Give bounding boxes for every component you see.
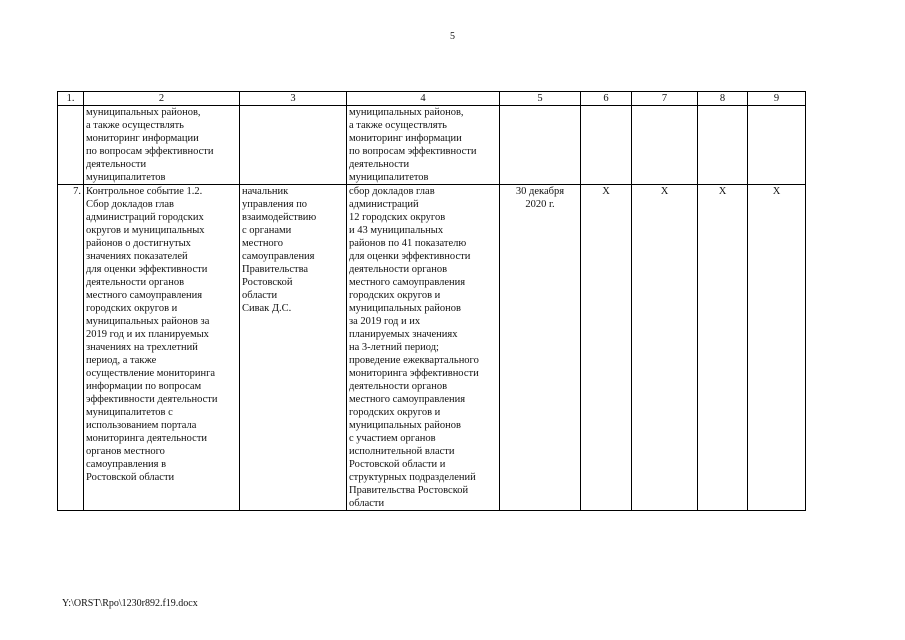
continuation-cell-6	[581, 106, 632, 185]
text-line: мониторинг информации	[86, 133, 199, 144]
deadline-cell	[500, 185, 581, 511]
text-line: для оценки эффективности	[86, 264, 208, 275]
text-line: для оценки эффективности	[349, 251, 471, 262]
text-line: взаимодействию	[242, 212, 317, 223]
text-line: и 43 муниципальных	[349, 225, 444, 236]
table-row-continuation	[58, 106, 806, 185]
text-line: эффективности деятельности	[86, 394, 218, 405]
text-line: по вопросам эффективности	[86, 146, 214, 157]
text-line: Ростовской области	[86, 472, 175, 483]
header-cell-9: 9	[748, 92, 806, 106]
header-cell-6: 6	[581, 92, 632, 106]
text-line: значениях на трехлетний	[86, 342, 198, 353]
event-description-cell	[84, 185, 240, 511]
text-line: Контрольное событие 1.2.	[86, 186, 203, 197]
text-line: муниципальных районов	[349, 303, 461, 314]
text-line: управления по	[242, 199, 308, 210]
text-line: начальник	[242, 186, 289, 197]
continuation-cell-8	[698, 106, 748, 185]
text-line: районов по 41 показателю	[349, 238, 467, 249]
text-line: Ростовской	[242, 277, 293, 288]
text-line: муниципалитетов	[349, 172, 429, 183]
quarter-cell-3: Х	[698, 185, 748, 511]
text-line: планируемых значениях	[349, 329, 458, 340]
header-cell-4: 4	[347, 92, 500, 106]
text-line: деятельности	[86, 159, 147, 170]
text-line: с органами	[242, 225, 292, 236]
text-line: сбор докладов глав	[349, 186, 435, 197]
text-line: на 3-летний период;	[349, 342, 439, 353]
text-line: муниципальных районов,	[86, 107, 201, 118]
continuation-cell-7	[632, 106, 698, 185]
page-number: 5	[450, 31, 455, 42]
text-line: деятельности органов	[349, 381, 448, 392]
text-line: а также осуществлять	[349, 120, 447, 131]
text-line: Правительства Ростовской	[349, 485, 469, 496]
expected-result-cell	[347, 185, 500, 511]
text-line: структурных подразделений	[349, 472, 476, 483]
continuation-result-cell	[347, 106, 500, 185]
row-number: 7.	[58, 185, 84, 511]
quarter-cell-2: Х	[632, 185, 698, 511]
text-line: Правительства	[242, 264, 309, 275]
text-line: муниципальных районов за	[86, 316, 210, 327]
text-line: области	[242, 290, 278, 301]
text-line: исполнительной власти	[349, 446, 455, 457]
text-line: Сивак Д.С.	[242, 303, 292, 314]
header-row	[58, 92, 806, 106]
text-line: мониторинга деятельности	[86, 433, 208, 444]
text-line: городских округов и	[349, 407, 441, 418]
text-line: городских округов и	[349, 290, 441, 301]
continuation-date-cell	[500, 106, 581, 185]
text-line: период, а также	[86, 355, 157, 366]
text-line: 12 городских округов	[349, 212, 446, 223]
continuation-cell-9	[748, 106, 806, 185]
table-row-7	[58, 185, 806, 511]
text-line: Ростовской области и	[349, 459, 446, 470]
plan-table	[57, 91, 806, 511]
text-line: местного самоуправления	[349, 394, 466, 405]
text-line: за 2019 год и их	[349, 316, 421, 327]
file-path-footer: Y:\ORST\Rpo\1230r892.f19.docx	[62, 598, 198, 609]
header-cell-2: 2	[84, 92, 240, 106]
quarter-cell-1: Х	[581, 185, 632, 511]
text-line: 2019 год и их планируемых	[86, 329, 209, 340]
text-line: округов и муниципальных	[86, 225, 205, 236]
text-line: самоуправления в	[86, 459, 167, 470]
text-line: использованием портала	[86, 420, 197, 431]
text-line: местного самоуправления	[349, 277, 466, 288]
text-line: деятельности органов	[86, 277, 185, 288]
text-line: по вопросам эффективности	[349, 146, 477, 157]
text-line: администраций городских	[86, 212, 204, 223]
continuation-num-cell	[58, 106, 84, 185]
text-line: самоуправления	[242, 251, 315, 262]
continuation-responsible-cell	[240, 106, 347, 185]
text-line: а также осуществлять	[86, 120, 184, 131]
text-line: с участием органов	[349, 433, 436, 444]
text-line: муниципальных районов	[349, 420, 461, 431]
header-cell-8: 8	[698, 92, 748, 106]
text-line: проведение ежеквартального	[349, 355, 479, 366]
responsible-person-cell	[240, 185, 347, 511]
text-line: муниципальных районов,	[349, 107, 464, 118]
quarter-cell-4: Х	[748, 185, 806, 511]
header-cell-1: 1.	[58, 92, 84, 106]
text-line: Сбор докладов глав	[86, 199, 174, 210]
continuation-description-cell	[84, 106, 240, 185]
text-line: местного	[242, 238, 283, 249]
text-line: 30 декабря	[515, 186, 565, 197]
text-line: значениях показателей	[86, 251, 188, 262]
text-line: муниципалитетов	[86, 172, 166, 183]
text-line: администраций	[349, 199, 419, 210]
text-line: городских округов и	[86, 303, 178, 314]
text-line: районов о достигнутых	[86, 238, 191, 249]
text-line: 2020 г.	[525, 199, 555, 210]
text-line: области	[349, 498, 385, 509]
text-line: местного самоуправления	[86, 290, 203, 301]
header-cell-3: 3	[240, 92, 347, 106]
text-line: деятельности	[349, 159, 410, 170]
text-line: мониторинг информации	[349, 133, 462, 144]
text-line: деятельности органов	[349, 264, 448, 275]
text-line: мониторинга эффективности	[349, 368, 479, 379]
text-line: органов местного	[86, 446, 165, 457]
header-cell-7: 7	[632, 92, 698, 106]
header-cell-5: 5	[500, 92, 581, 106]
text-line: осуществление мониторинга	[86, 368, 216, 379]
text-line: муниципалитетов с	[86, 407, 173, 418]
text-line: информации по вопросам	[86, 381, 202, 392]
